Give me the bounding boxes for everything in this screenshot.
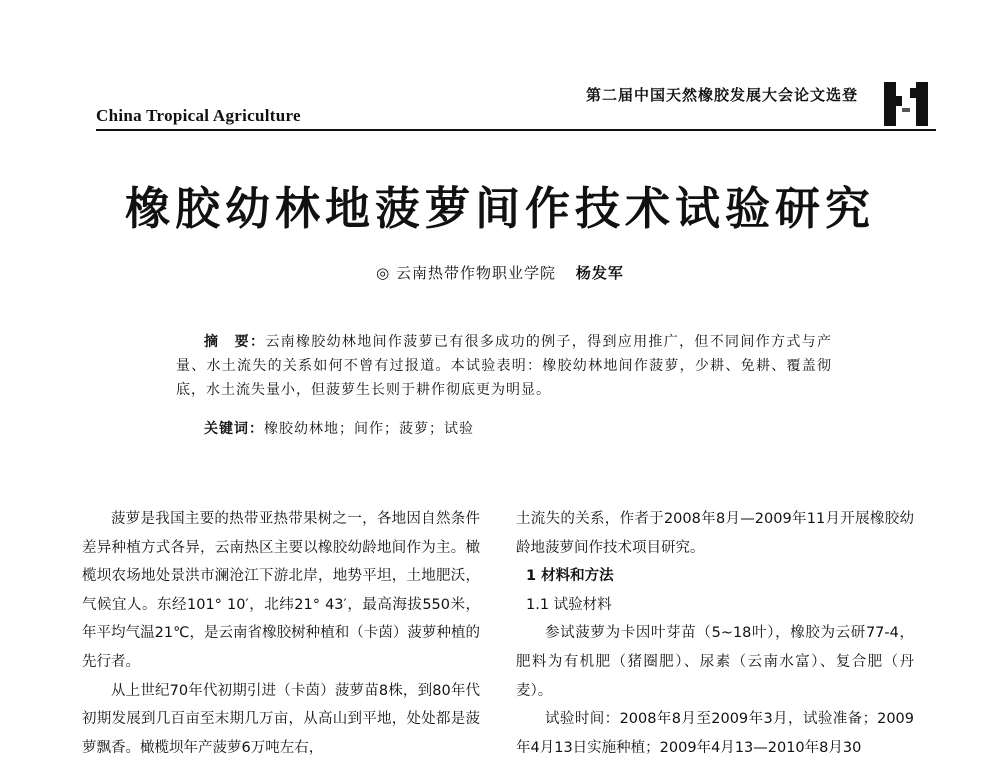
section-heading: 1 材料和方法 bbox=[526, 568, 614, 585]
abstract-label: 摘 要： bbox=[204, 334, 266, 350]
header-rule bbox=[96, 129, 936, 131]
body-paragraph: 菠萝是我国主要的热带亚热带果树之一，各地因自然条件差异种植方式各异，云南热区主要以橡胶幼龄地间作为主。橄榄坝农场地处景洪市澜沧江下游北岸，地势平坦，土地肥沃，气候宜人。东经101° 10′，北纬21° 43′，最高海拔550米，年平均气温21℃，是云南省橡胶树种植和（卡茵）菠萝种植的先行者。 bbox=[82, 511, 480, 670]
abstract bbox=[176, 330, 832, 402]
keywords bbox=[204, 418, 474, 438]
abstract-text: 云南橡胶幼林地间作菠萝已有很多成功的例子，得到应用推广，但不同间作方式与产量、水土流失的关系如何不曾有过报道。本试验表明：橡胶幼林地间作菠萝，少耕、免耕、覆盖彻底，水土流失量小，但菠萝生长则于耕作彻底更为明显。 bbox=[176, 334, 833, 398]
subsection-heading: 1.1 试验材料 bbox=[526, 596, 612, 613]
series-title: 第二届中国天然橡胶发展大会论文选登 bbox=[585, 86, 858, 104]
body-paragraph: 参试菠萝为卡因叶芽苗（5~18叶），橡胶为云研77-4，肥料为有机肥（猪圈肥）、尿素（云南水富）、复合肥（丹麦）。 bbox=[516, 625, 914, 699]
journal-logo-icon bbox=[878, 78, 934, 130]
journal-name: China Tropical Agriculture bbox=[96, 106, 301, 125]
right-column bbox=[516, 505, 914, 762]
body-paragraph: 从上世纪70年代初期引进（卡茵）菠萝苗8株，到80年代初期发展到几百亩至末期几万亩，从高山到平地，处处都是菠萝飘香。橄榄坝年产菠萝6万吨左右， bbox=[82, 682, 480, 756]
left-column bbox=[82, 505, 480, 762]
affiliation: 云南热带作物职业学院 bbox=[396, 264, 557, 282]
article-title: 橡胶幼林地菠萝间作技术试验研究 bbox=[124, 182, 875, 235]
author-name: 杨发军 bbox=[575, 264, 624, 282]
keywords-label: 关键词： bbox=[204, 421, 264, 437]
author-marker: ◎ bbox=[376, 264, 391, 282]
keywords-text: 橡胶幼林地；间作；菠萝；试验 bbox=[264, 421, 474, 437]
author-line bbox=[0, 262, 1000, 283]
body-paragraph: 土流失的关系，作者于2008年8月—2009年11月开展橡胶幼龄地菠萝间作技术项目研究。 bbox=[516, 511, 914, 556]
body-paragraph: 试验时间：2008年8月至2009年3月，试验准备；2009年4月13日实施种植；2009年4月13—2010年8月30 bbox=[516, 711, 914, 756]
